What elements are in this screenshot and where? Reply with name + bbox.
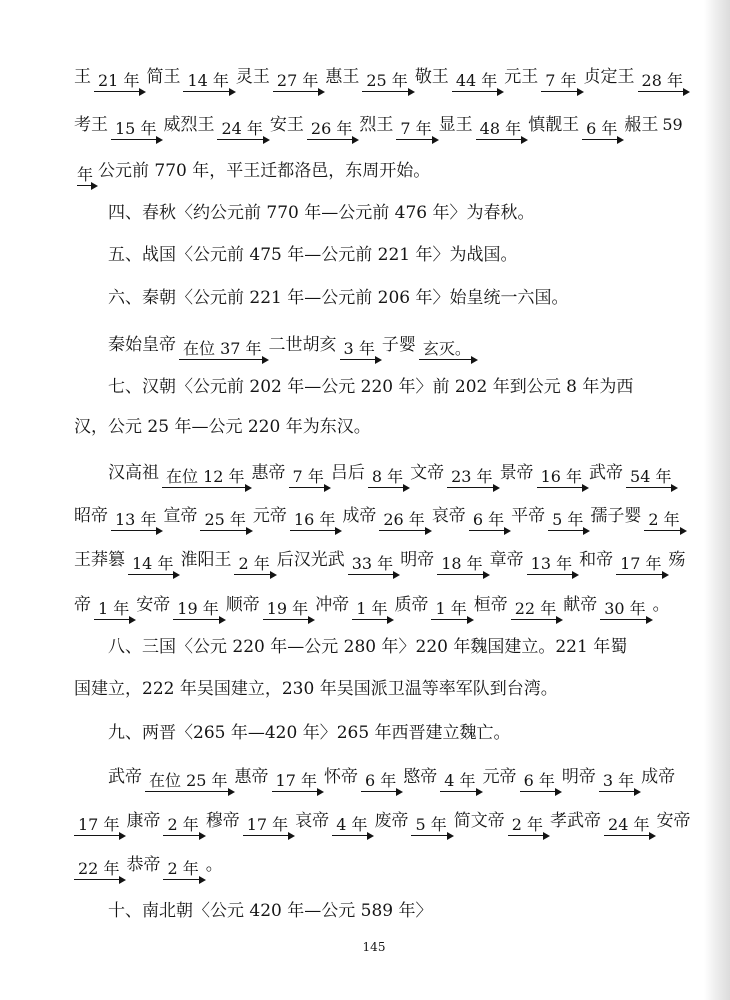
section-sanguo-line-2: 国建立，222 年吴国建立，230 年吴国派卫温等率军队到台湾。	[74, 679, 558, 699]
reign-arrow: 33 年	[348, 556, 397, 575]
ruler-name: 宣帝	[163, 506, 198, 526]
ruler-name: 帝	[74, 595, 91, 615]
ruler-name: 惠王	[325, 67, 360, 87]
reign-arrow: 14 年	[128, 556, 177, 575]
document-page	[74, 0, 691, 1000]
reign-arrow: 年	[77, 165, 94, 184]
zhou-chain-line-2	[74, 110, 683, 140]
reign-arrow: 玄灭。	[419, 341, 475, 360]
reign-arrow: 14 年	[183, 73, 232, 92]
han-chain-line-4	[74, 590, 674, 620]
ruler-name: 殇	[668, 550, 686, 570]
ruler-name: 贞定王	[583, 67, 635, 87]
ruler-name: 简文帝	[453, 811, 505, 831]
reign-arrow: 28 年	[638, 73, 687, 92]
han-chain-line-3	[74, 545, 686, 575]
jin-chain-line-2	[74, 806, 691, 836]
ruler-name: 考王	[74, 115, 108, 135]
ruler-name: 秦始皇帝	[108, 335, 176, 355]
ruler-name: 威烈王	[163, 115, 215, 135]
reign-arrow: 8 年	[368, 469, 407, 488]
reign-arrow: 2 年	[234, 556, 273, 575]
reign-arrow: 25 年	[200, 512, 249, 531]
jin-chain-line-1	[74, 762, 708, 792]
ruler-name: 冲帝	[315, 595, 350, 615]
section-han-line-1: 七、汉朝〈公元前 202 年—公元 220 年〉前 202 年到公元 8 年为西	[108, 377, 634, 397]
reign-arrow: 在位 37 年	[179, 341, 266, 360]
han-chain-line-2	[74, 501, 680, 531]
ruler-name: 元帝	[482, 767, 517, 787]
ruler-name: 怀帝	[324, 767, 358, 787]
section-nanbeichao: 十、南北朝〈公元 420 年—公元 589 年〉	[108, 901, 433, 921]
section-chunqiu: 四、春秋〈约公元前 770 年—公元前 476 年〉为春秋。	[108, 203, 535, 223]
section-han-line-2: 汉，公元 25 年—公元 220 年为东汉。	[74, 417, 371, 437]
section-jin: 九、两晋〈265 年—420 年〉265 年西晋建立魏亡。	[108, 723, 511, 743]
ruler-name: 元帝	[252, 506, 287, 526]
reign-arrow: 23 年	[447, 469, 496, 488]
zhou-chain-line-1	[74, 62, 683, 92]
ruler-name: 哀帝	[295, 811, 330, 831]
reign-arrow: 6 年	[361, 773, 400, 792]
reign-arrow: 27 年	[273, 73, 322, 92]
ruler-name: 灵王	[235, 67, 270, 87]
reign-arrow: 在位 25 年	[145, 773, 232, 792]
reign-arrow: 44 年	[452, 73, 501, 92]
ruler-name: 顺帝	[225, 595, 260, 615]
reign-arrow: 7 年	[396, 121, 435, 140]
reign-arrow: 26 年	[379, 512, 428, 531]
ruler-name: 桓帝	[473, 595, 508, 615]
reign-arrow: 4 年	[440, 773, 479, 792]
reign-arrow: 13 年	[527, 556, 576, 575]
reign-arrow: 2 年	[508, 817, 547, 836]
reign-arrow: 2 年	[163, 817, 202, 836]
ruler-name: 惠帝	[251, 463, 286, 483]
ruler-name: 吕后	[330, 463, 365, 483]
reign-arrow: 1 年	[431, 601, 470, 620]
reign-arrow: 7 年	[289, 469, 328, 488]
ruler-name: 慎靓王	[528, 115, 580, 135]
ruler-name: 孝武帝	[550, 811, 602, 831]
ruler-name: 惠帝	[234, 767, 269, 787]
section-qin: 六、秦朝〈公元前 221 年—公元前 206 年〉始皇统一六国。	[108, 288, 569, 308]
zhou-note-line	[74, 156, 674, 186]
scan-shadow-edge	[704, 0, 730, 1000]
reign-arrow: 19 年	[263, 601, 312, 620]
ruler-name: 安王	[269, 115, 304, 135]
jin-chain-line-3	[74, 850, 674, 880]
ruler-name: 景帝	[499, 463, 534, 483]
ruler-name: 废帝	[374, 811, 409, 831]
reign-arrow: 15 年	[111, 121, 160, 140]
ruler-name: 子婴	[381, 335, 416, 355]
reign-arrow: 17 年	[74, 817, 123, 836]
reign-arrow: 6 年	[469, 512, 508, 531]
reign-arrow: 4 年	[332, 817, 371, 836]
reign-arrow: 25 年	[362, 73, 411, 92]
qin-chain	[74, 330, 708, 360]
ruler-name: 淮阳王	[180, 550, 232, 570]
ruler-name: 昭帝	[74, 506, 108, 526]
reign-arrow: 6 年	[582, 121, 621, 140]
ruler-name: 成帝	[342, 506, 377, 526]
reign-arrow: 18 年	[437, 556, 486, 575]
chain-end: 。	[652, 595, 670, 615]
ruler-name: 敬王	[414, 67, 449, 87]
ruler-name: 简王	[146, 67, 181, 87]
ruler-name: 王	[74, 67, 91, 87]
zhou-note: 公元前 770 年，平王迁都洛邑，东周开始。	[98, 161, 431, 181]
reign-arrow: 7 年	[541, 73, 580, 92]
reign-arrow: 13 年	[111, 512, 160, 531]
ruler-name: 哀帝	[431, 506, 466, 526]
ruler-name: 安帝	[136, 595, 171, 615]
ruler-name: 赧王	[624, 115, 659, 135]
reign-arrow: 5 年	[548, 512, 587, 531]
reign-arrow: 在位 12 年	[162, 469, 249, 488]
reign-arrow: 1 年	[352, 601, 391, 620]
ruler-name: 安帝	[656, 811, 691, 831]
ruler-name: 穆帝	[205, 811, 240, 831]
han-chain-line-1	[74, 458, 708, 488]
reign-arrow: 22 年	[74, 861, 123, 880]
reign-arrow: 16 年	[290, 512, 339, 531]
reign-arrow: 1 年	[94, 601, 133, 620]
chain-end: 。	[205, 855, 223, 875]
reign-arrow: 5 年	[411, 817, 450, 836]
reign-arrow: 48 年	[476, 121, 525, 140]
reign-arrow: 21 年	[94, 73, 143, 92]
reign-arrow: 17 年	[272, 773, 321, 792]
reign-arrow: 2 年	[163, 861, 202, 880]
reign-arrow: 2 年	[644, 512, 683, 531]
ruler-name: 康帝	[126, 811, 161, 831]
ruler-name: 明帝	[561, 767, 596, 787]
ruler-name: 烈王	[359, 115, 394, 135]
ruler-name: 章帝	[489, 550, 524, 570]
ruler-name: 和帝	[579, 550, 614, 570]
ruler-name: 二世胡亥	[268, 335, 337, 355]
reign-arrow: 24 年	[217, 121, 266, 140]
reign-arrow: 17 年	[616, 556, 665, 575]
ruler-name: 愍帝	[403, 767, 438, 787]
reign-arrow: 24 年	[604, 817, 653, 836]
ruler-name: 武帝	[589, 463, 624, 483]
ruler-name: 元王	[504, 67, 539, 87]
reign-arrow: 26 年	[307, 121, 356, 140]
ruler-name: 明帝	[400, 550, 435, 570]
ruler-name: 孺子婴	[590, 506, 642, 526]
ruler-name: 质帝	[394, 595, 429, 615]
ruler-name: 王莽篡	[74, 550, 125, 570]
reign-arrow: 30 年	[600, 601, 649, 620]
reign-arrow: 16 年	[537, 469, 586, 488]
page-number: 145	[362, 940, 386, 954]
reign-arrow: 22 年	[511, 601, 560, 620]
ruler-name: 显王	[438, 115, 473, 135]
reign-arrow: 6 年	[520, 773, 559, 792]
reign-arrow: 3 年	[599, 773, 638, 792]
ruler-name: 献帝	[563, 595, 598, 615]
section-sanguo-line-1: 八、三国〈公元 220 年—公元 280 年〉220 年魏国建立。221 年蜀	[108, 637, 628, 657]
reign-arrow: 3 年	[340, 341, 379, 360]
reign-arrow: 17 年	[243, 817, 292, 836]
ruler-name: 武帝	[108, 767, 142, 787]
section-zhanguo: 五、战国〈公元前 475 年—公元前 221 年〉为战国。	[108, 245, 518, 265]
ruler-name: 恭帝	[126, 855, 161, 875]
reign-arrow: 19 年	[173, 601, 222, 620]
ruler-name: 成帝	[641, 767, 676, 787]
reign-years: 59	[662, 115, 683, 134]
reign-arrow: 54 年	[626, 469, 675, 488]
ruler-name: 文帝	[410, 463, 445, 483]
ruler-name: 汉高祖	[108, 463, 159, 483]
ruler-name: 后汉光武	[276, 550, 345, 570]
ruler-name: 平帝	[511, 506, 546, 526]
